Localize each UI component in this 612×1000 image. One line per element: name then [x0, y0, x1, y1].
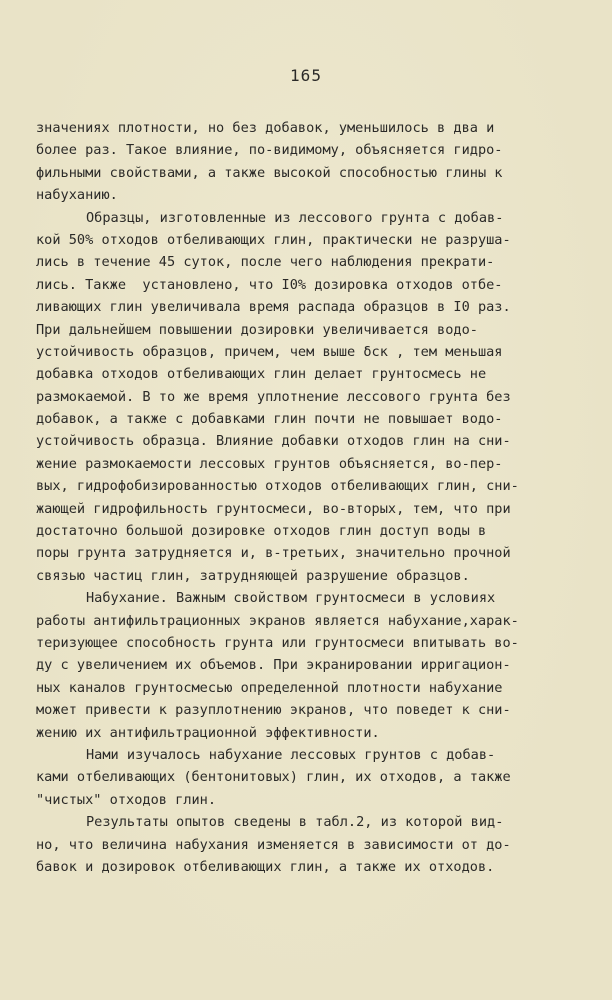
body-text — [36, 117, 596, 878]
text-line: достаточно большой дозировке отходов глин доступ воды в — [36, 523, 487, 540]
text-line: Нами изучалось набухание лессовых грунтов с добав- — [86, 746, 496, 763]
text-line: набуханию. — [36, 187, 118, 204]
text-line: жению их антифильтрационной эффективности. — [36, 724, 380, 741]
text-line: более раз. Такое влияние, по-видимому, объясняется гидро- — [36, 142, 503, 159]
text-line: ливающих глин увеличивала время распада образцов в I0 раз. — [36, 299, 511, 316]
text-line: устойчивость образцов, причем, чем выше δск , тем меньшая — [36, 343, 503, 360]
text-line: жающей гидрофильность грунтосмеси, во-вторых, тем, что при — [36, 500, 511, 517]
text-line: лись в течение 45 суток, после чего наблюдения прекрати- — [36, 254, 495, 271]
text-line: может привести к разуплотнению экранов, что поведет к сни- — [36, 702, 511, 719]
text-line: ками отбеливающих (бентонитовых) глин, их отходов, а также — [36, 769, 511, 786]
text-line: Результаты опытов сведены в табл.2, из которой вид- — [86, 814, 504, 831]
text-line: значениях плотности, но без добавок, уменьшилось в два и — [36, 120, 495, 136]
text-line: лись. Также установлено, что I0% дозировка отходов отбе- — [36, 276, 503, 293]
text-line: "чистых" отходов глин. — [36, 791, 217, 808]
text-line: добавка отходов отбеливающих глин делает грунтосмесь не — [36, 366, 487, 383]
text-line: бавок и дозировок отбеливающих глин, а также их отходов. — [36, 858, 495, 875]
text-line: Образцы, изготовленные из лессового грунта с добав- — [86, 209, 504, 226]
text-line: размокаемой. В то же время уплотнение лессового грунта без — [36, 388, 511, 405]
text-line: поры грунта затрудняется и, в-третьих, значительно прочной — [36, 545, 511, 562]
text-line: кой 50% отходов отбеливающих глин, практически не разруша- — [36, 231, 511, 248]
text-line: устойчивость образца. Влияние добавки отходов глин на сни- — [36, 433, 511, 450]
text-line: вых, гидрофобизированностью отходов отбеливающих глин, сни- — [36, 478, 519, 495]
text-line: но, что величина набухания изменяется в зависимости от до- — [36, 836, 511, 853]
text-line: фильными свойствами, а также высокой способностью глины к — [36, 164, 503, 181]
text-line: работы антифильтрационных экранов является набухание,харак- — [36, 612, 519, 629]
text-line: Набухание. Важным свойством грунтосмеси в условиях — [86, 590, 496, 607]
page-number: 165 — [290, 66, 322, 85]
text-line: ных каналов грунтосмесью определенной плотности набухание — [36, 679, 503, 696]
text-line: При дальнейшем повышении дозировки увеличивается водо- — [36, 321, 478, 338]
text-line: добавок, а также с добавками глин почти не повышает водо- — [36, 411, 503, 428]
text-line: связью частиц глин, затрудняющей разрушение образцов. — [36, 567, 470, 584]
text-line: теризующее способность грунта или грунтосмеси впитывать во- — [36, 634, 519, 651]
text-line: ду с увеличением их объемов. При экранировании ирригацион- — [36, 657, 511, 674]
text-line: жение размокаемости лессовых грунтов объясняется, во-пер- — [36, 455, 503, 472]
